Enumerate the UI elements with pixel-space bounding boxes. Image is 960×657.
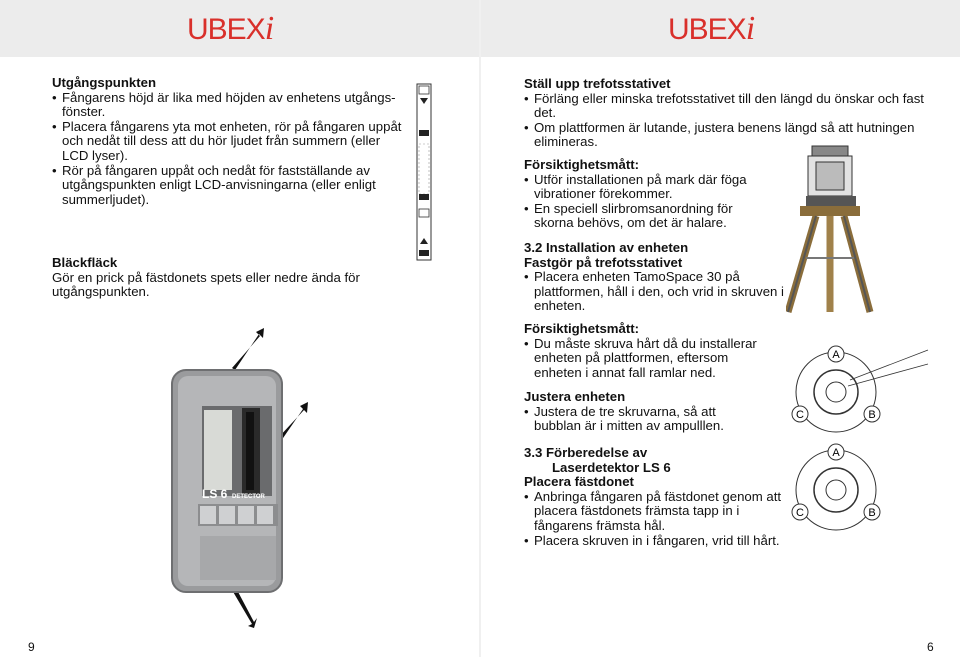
screw-label-c: C <box>796 507 804 519</box>
section-heading: Utgångspunkten <box>52 75 157 90</box>
screw-label-b: B <box>868 507 876 519</box>
tripod-illustration <box>786 140 876 315</box>
screw-label-c: C <box>796 409 804 421</box>
screw-label-a: A <box>832 447 840 459</box>
section-heading: 3.3 Förberedelse av <box>524 445 648 460</box>
bullet-list <box>524 405 734 434</box>
logo-text: UBEX <box>187 13 265 46</box>
leveling-diagram-2 <box>786 440 886 540</box>
lcd-indicator-diagram <box>414 82 436 264</box>
page-header <box>0 0 479 57</box>
section-forberedelse <box>524 446 794 548</box>
brand-logo <box>187 10 273 48</box>
bullet-list <box>524 173 769 231</box>
logo-suffix: i <box>264 10 274 47</box>
list-item: • Placera fångarens yta mot enheten, rör på fångaren uppåt och nedåt till dess att du hör ljudet från summern (eller LCD lyser). <box>52 120 402 164</box>
section-heading: Laserdetektor LS 6 <box>552 459 671 475</box>
section-heading: Försiktighetsmått: <box>524 321 640 336</box>
bullet-list <box>52 91 402 208</box>
leveling-screws-diagram <box>786 342 936 442</box>
section-subheading: Placera fästdonet <box>524 474 634 490</box>
section-utgangspunkten <box>52 76 402 207</box>
ls6-detector-illustration <box>160 328 320 628</box>
arrow-icon <box>232 328 264 370</box>
section-forsiktighet-2 <box>524 322 764 380</box>
page-number: 6 <box>927 640 934 654</box>
section-installation <box>524 241 784 314</box>
screw-label-a: A <box>832 349 840 361</box>
screw-label-b: B <box>868 409 876 421</box>
list-item: • Justera de tre skruvarna, så att bubblan är i mitten av ampulllen. <box>524 405 734 434</box>
device-model: LS 6 <box>202 487 228 501</box>
list-item: • Placera skruven in i fångaren, vrid till hårt. <box>524 534 794 549</box>
list-item: • Förläng eller minska trefotsstativet till den längd du önskar och fast det. <box>524 92 924 121</box>
section-subheading: Fastgör på trefotsstativet <box>524 254 683 270</box>
arrow-icon <box>232 588 257 628</box>
list-item: • Utför installationen på mark där föga vibrationer förekommer. <box>524 173 769 202</box>
section-justera <box>524 390 734 434</box>
logo-text: UBEX <box>668 13 746 46</box>
list-item: • Anbringa fångaren på fästdonet genom att placera fästdonets främsta tapp in i fångarens främsta hål. <box>524 490 794 534</box>
device-label: DETECTOR <box>232 494 265 500</box>
section-heading: 3.2 Installation av enheten <box>524 240 689 255</box>
section-heading: Justera enheten <box>524 389 626 404</box>
section-heading: Bläckfläck <box>52 255 118 270</box>
section-heading: Försiktighetsmått: <box>524 157 640 172</box>
left-page <box>0 0 479 657</box>
page-header <box>481 0 960 57</box>
list-item: • Fångarens höjd är lika med höjden av enhetens utgångs-fönster. <box>52 91 402 120</box>
bullet-list <box>524 490 794 548</box>
section-blackflack <box>52 256 392 300</box>
list-item: • Om plattformen är lutande, justera benens längd så att hutningen elimineras. <box>524 121 924 150</box>
bullet-list <box>524 270 784 314</box>
list-item: • Rör på fångaren uppåt och nedåt för fastställande av utgångspunkten enligt LCD-anvisningarna (eller enligt summerljudet). <box>52 164 402 208</box>
brand-logo <box>668 10 754 48</box>
section-heading: Ställ upp trefotsstativet <box>524 76 671 91</box>
bullet-list <box>524 337 764 381</box>
right-page <box>481 0 960 657</box>
logo-suffix: i <box>745 10 755 47</box>
section-forsiktighet-1 <box>524 158 769 231</box>
list-item: • Du måste skruva hårt då du installerar enheten på plattformen, eftersom enheten i annat fall ramlar ned. <box>524 337 764 381</box>
page-number: 9 <box>28 640 35 654</box>
section-text: Gör en prick på fästdonets spets eller nedre ända för utgångspunkten. <box>52 269 360 300</box>
list-item: • En speciell slirbromsanordning för skorna behövs, om det är halare. <box>524 202 769 231</box>
list-item: • Placera enheten TamoSpace 30 på plattformen, håll i den, och vrid in skruven i enheten. <box>524 270 784 314</box>
